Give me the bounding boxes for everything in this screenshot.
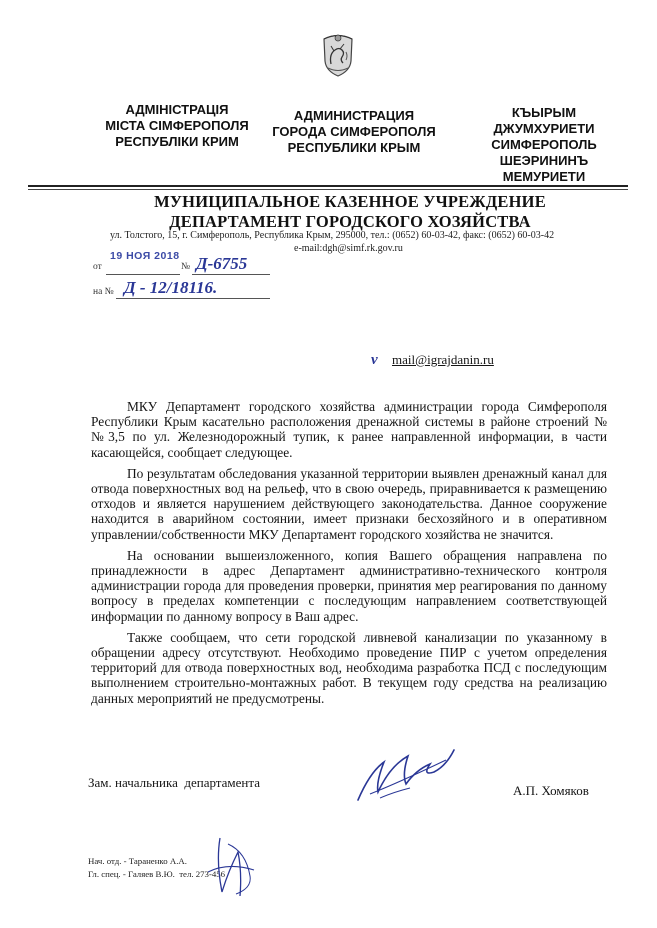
header-line: КЪЫРЫМ	[511, 105, 577, 120]
body-paragraph: На основании вышеизложенного, копия Вашего обращения направлена по принадлежности в адрес Департамент административно-технического контроля администрации города для проведения проверки, принятия мер реагирования по данному вопросу в пределах компетенции с последующим направлением соответствующей информации по данному вопросу в Ваш адрес.	[91, 547, 607, 624]
header-line: ШЕЭРИНИНЪ	[499, 153, 589, 168]
ref-line	[116, 298, 270, 299]
signer-name: А.П. Хомяков	[513, 783, 589, 798]
date-stamp: 19 НОЯ 2018	[110, 250, 180, 262]
ref-handwritten: Д - 12/18116.	[124, 278, 218, 297]
executor-line: Гл. спец. - Галяев В.Ю. тел. 273-456	[88, 869, 226, 879]
header-line: РЕСПУБЛИКИ КРЫМ	[287, 140, 421, 155]
header-line: АДМИНИСТРАЦИЯ	[293, 108, 415, 123]
body-paragraph: По результатам обследования указанной территории выявлен дренажный канал для отвода поверхностных вод на рельеф, что в свою очередь, приравнивается к размещению отходов и является нарушением действующего законодательства. Данное сооружение находится в аварийном состоянии, имеет признаки бесхозяйного и в оперативном управлении/собственности МКУ Департамент городского хозяйства не значится.	[91, 465, 607, 542]
header-russian	[264, 108, 444, 156]
header-line: ДЖУМХУРИЕТИ	[493, 121, 595, 136]
check-mark: v	[371, 352, 378, 368]
ref-label: на №	[93, 287, 114, 297]
header-divider	[28, 185, 628, 187]
signer-position: Зам. начальника департамента	[88, 775, 260, 790]
number-label: №	[181, 262, 191, 272]
header-crimean-tatar	[474, 105, 614, 185]
letter-body	[91, 399, 607, 712]
org-line: ДЕПАРТАМЕНТ ГОРОДСКОГО ХОЗЯЙСТВА	[169, 212, 531, 231]
org-line: МУНИЦИПАЛЬНОЕ КАЗЕННОЕ УЧРЕЖДЕНИЕ	[154, 192, 546, 211]
body-paragraph: Также сообщаем, что сети городской ливневой канализации по указанному в обращении адресу отсутствуют. Необходимо проведение ПИР с учетом определения территорий для отвода поверхностных вод, необходима разработка ПСД с последующим выполнением строительно-монтажных работ. В текущем году средства на реализацию данных мероприятий не предусмотрены.	[91, 629, 607, 706]
number-line	[192, 274, 270, 275]
handwritten-signature	[350, 742, 460, 804]
body-paragraph: МКУ Департамент городского хозяйства администрации города Симферополя Республики Крым касательно расположения дренажной системы в районе строений №№3,5 по ул. Железнодорожный тупик, к ранее направленной информации, в части касающейся, сообщает следующее.	[91, 399, 607, 460]
date-line	[106, 274, 180, 275]
number-handwritten: Д-6755	[196, 254, 248, 273]
header-line: МЕМУРИЕТИ	[502, 169, 586, 184]
header-line: ГОРОДА СИМФЕРОПОЛЯ	[272, 124, 436, 139]
coat-of-arms-emblem	[318, 30, 358, 78]
organization-name	[130, 192, 570, 232]
header-line: РЕСПУБЛІКИ КРИМ	[115, 134, 239, 149]
header-line: АДМІНІСТРАЦІЯ	[125, 102, 229, 117]
org-email: e-mail:dgh@simf.rk.gov.ru	[294, 243, 403, 254]
header-line: МІСТА СІМФЕРОПОЛЯ	[105, 118, 249, 133]
executor-initials-signature	[198, 832, 268, 902]
header-divider-thin	[28, 189, 628, 190]
from-label: от	[93, 262, 102, 272]
recipient-email: mail@igrajdanin.ru	[392, 352, 494, 367]
header-ukrainian	[92, 102, 262, 150]
executor-line: Нач. отд. - Тараненко А.А.	[88, 856, 187, 866]
org-address: ул. Толстого, 15, г. Симферополь, Республика Крым, 295000, тел.: (0652) 60-03-42, факс: (0652) 60-03-42	[110, 230, 555, 241]
header-line: СИМФЕРОПОЛЬ	[491, 137, 597, 152]
